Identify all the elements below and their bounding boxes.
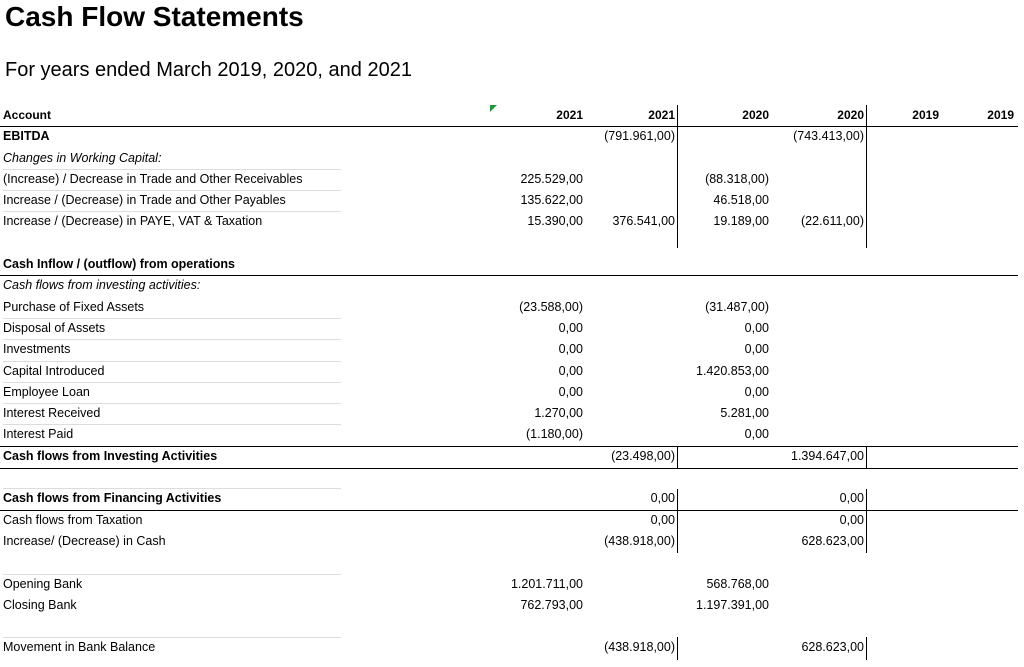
table-row [0, 552, 1024, 573]
row-label[interactable]: Employee Loan [3, 382, 341, 404]
value-2020-detail[interactable]: 46.518,00 [713, 193, 769, 208]
value-2021-total[interactable]: (438.918,00) [604, 533, 675, 548]
divider-2020-financing [866, 489, 867, 553]
table-row [0, 297, 1024, 318]
row-label[interactable]: Cash flows from Investing Activities [3, 448, 218, 463]
table-row [0, 595, 1024, 616]
row-label[interactable] [3, 467, 341, 489]
page-subtitle: For years ended March 2019, 2020, and 2021 [5, 59, 412, 81]
value-2021-detail[interactable]: 0,00 [558, 363, 583, 378]
value-2021-detail[interactable]: (23.588,00) [519, 299, 583, 314]
table-row [0, 190, 1024, 211]
header-2019-detail[interactable]: 2019 [912, 108, 939, 122]
table-row [0, 403, 1024, 424]
value-2020-total[interactable]: 628.623,00 [801, 640, 864, 655]
table-row [0, 424, 1024, 445]
table-row [0, 467, 1024, 488]
value-2020-detail[interactable]: 1.420.853,00 [696, 363, 769, 378]
row-label[interactable]: Cash Inflow / (outflow) from operations [3, 254, 341, 276]
table-row [0, 318, 1024, 339]
header-2021-detail[interactable]: 2021 [556, 108, 583, 122]
header-2020-detail[interactable]: 2020 [742, 108, 769, 122]
value-2021-detail[interactable]: 762.793,00 [520, 597, 583, 612]
row-label[interactable]: Changes in Working Capital: [3, 148, 341, 170]
table-row [0, 254, 1024, 275]
row-label[interactable]: (Increase) / Decrease in Trade and Other Receivables [3, 169, 341, 191]
table-row [0, 275, 1024, 296]
value-2021-total[interactable]: (791.961,00) [604, 129, 675, 144]
row-label[interactable]: Capital Introduced [3, 361, 341, 383]
value-2020-total[interactable]: (22.611,00) [800, 214, 864, 229]
row-label[interactable]: Cash flows from Financing Activities [3, 491, 222, 506]
row-label[interactable]: Disposal of Assets [3, 318, 341, 340]
table-row [0, 488, 1024, 509]
value-2021-detail[interactable]: (1.180,00) [526, 427, 583, 442]
value-2021-detail[interactable]: 15.390,00 [527, 214, 583, 229]
value-2020-total[interactable]: 1.394.647,00 [791, 448, 864, 463]
value-2020-detail[interactable]: 0,00 [744, 384, 769, 399]
table-row [0, 637, 1024, 658]
row-label[interactable]: Interest Paid [3, 427, 74, 442]
value-2021-detail[interactable]: 0,00 [558, 384, 583, 399]
value-2020-detail[interactable]: 5.281,00 [720, 406, 769, 421]
value-2020-detail[interactable]: 568.768,00 [706, 576, 769, 591]
row-label[interactable] [3, 552, 341, 574]
value-2021-total[interactable]: 376.541,00 [612, 214, 675, 229]
value-2020-total[interactable]: (743.413,00) [793, 129, 864, 144]
row-label[interactable] [3, 233, 341, 254]
value-2020-detail[interactable]: 0,00 [744, 342, 769, 357]
table-row [0, 233, 1024, 254]
value-2021-detail[interactable]: 1.270,00 [534, 406, 583, 421]
header-2021-total[interactable]: 2021 [648, 108, 675, 122]
table-row [0, 211, 1024, 232]
row-label[interactable]: Increase / (Decrease) in PAYE, VAT & Taxation [3, 214, 263, 229]
value-2021-total[interactable]: 0,00 [650, 512, 675, 527]
row-label[interactable]: Cash flows from investing activities: [3, 278, 201, 293]
statement-rows [0, 126, 1024, 658]
value-2020-total[interactable]: 628.623,00 [801, 533, 864, 548]
table-row [0, 531, 1024, 552]
value-2020-detail[interactable]: 0,00 [744, 427, 769, 442]
table-row [0, 574, 1024, 595]
value-2021-detail[interactable]: 225.529,00 [520, 171, 583, 186]
row-label[interactable]: Interest Received [3, 403, 341, 425]
value-2021-detail[interactable]: 0,00 [558, 320, 583, 335]
value-2021-total[interactable]: 0,00 [650, 491, 675, 506]
table-row [0, 148, 1024, 169]
row-label[interactable]: Increase/ (Decrease) in Cash [3, 533, 166, 548]
cash-flow-sheet [0, 105, 1024, 659]
row-label[interactable]: Cash flows from Taxation [3, 512, 143, 527]
header-2019-total[interactable]: 2019 [987, 108, 1014, 122]
investing-rule-bottom [0, 468, 1018, 469]
value-2021-total[interactable]: (438.918,00) [604, 640, 675, 655]
row-label[interactable]: Purchase of Fixed Assets [3, 297, 341, 319]
table-row [0, 361, 1024, 382]
divider-2021-movement [677, 637, 678, 660]
table-row [0, 510, 1024, 531]
row-label[interactable]: EBITDA [3, 129, 50, 144]
table-row [0, 616, 1024, 637]
divider-2020-investing [866, 446, 867, 468]
row-label[interactable]: Closing Bank [3, 597, 77, 612]
value-2021-detail[interactable]: 135.622,00 [520, 193, 583, 208]
operations-rule [0, 275, 1018, 276]
divider-2020-movement [866, 637, 867, 660]
divider-2021-investing [677, 446, 678, 468]
value-2020-detail[interactable]: 19.189,00 [713, 214, 769, 229]
value-2021-detail[interactable]: 0,00 [558, 342, 583, 357]
value-2020-detail[interactable]: (31.487,00) [705, 299, 769, 314]
table-row [0, 169, 1024, 190]
value-2020-detail[interactable]: 0,00 [744, 320, 769, 335]
page-title: Cash Flow Statements [5, 1, 304, 32]
row-label[interactable]: Opening Bank [3, 576, 83, 591]
divider-2021 [677, 105, 678, 248]
value-2020-total[interactable]: 0,00 [839, 512, 864, 527]
row-label[interactable]: Increase / (Decrease) in Trade and Other Payables [3, 190, 341, 212]
table-row [0, 339, 1024, 360]
table-row [0, 382, 1024, 403]
value-2020-total[interactable]: 0,00 [839, 491, 864, 506]
divider-2020 [866, 105, 867, 248]
header-account[interactable]: Account [3, 108, 51, 122]
row-label[interactable]: Investments [3, 339, 341, 361]
table-row [0, 126, 1024, 147]
value-2020-detail[interactable]: (88.318,00) [705, 171, 769, 186]
value-2020-detail[interactable]: 1.197.391,00 [696, 597, 769, 612]
row-label[interactable] [3, 616, 341, 638]
divider-2021-financing [677, 489, 678, 553]
row-label[interactable]: Movement in Bank Balance [3, 640, 156, 655]
header-row [0, 105, 1024, 126]
header-2020-total[interactable]: 2020 [837, 108, 864, 122]
table-row [0, 446, 1024, 467]
value-2021-total[interactable]: (23.498,00) [611, 448, 675, 463]
value-2021-detail[interactable]: 1.201.711,00 [510, 576, 583, 591]
